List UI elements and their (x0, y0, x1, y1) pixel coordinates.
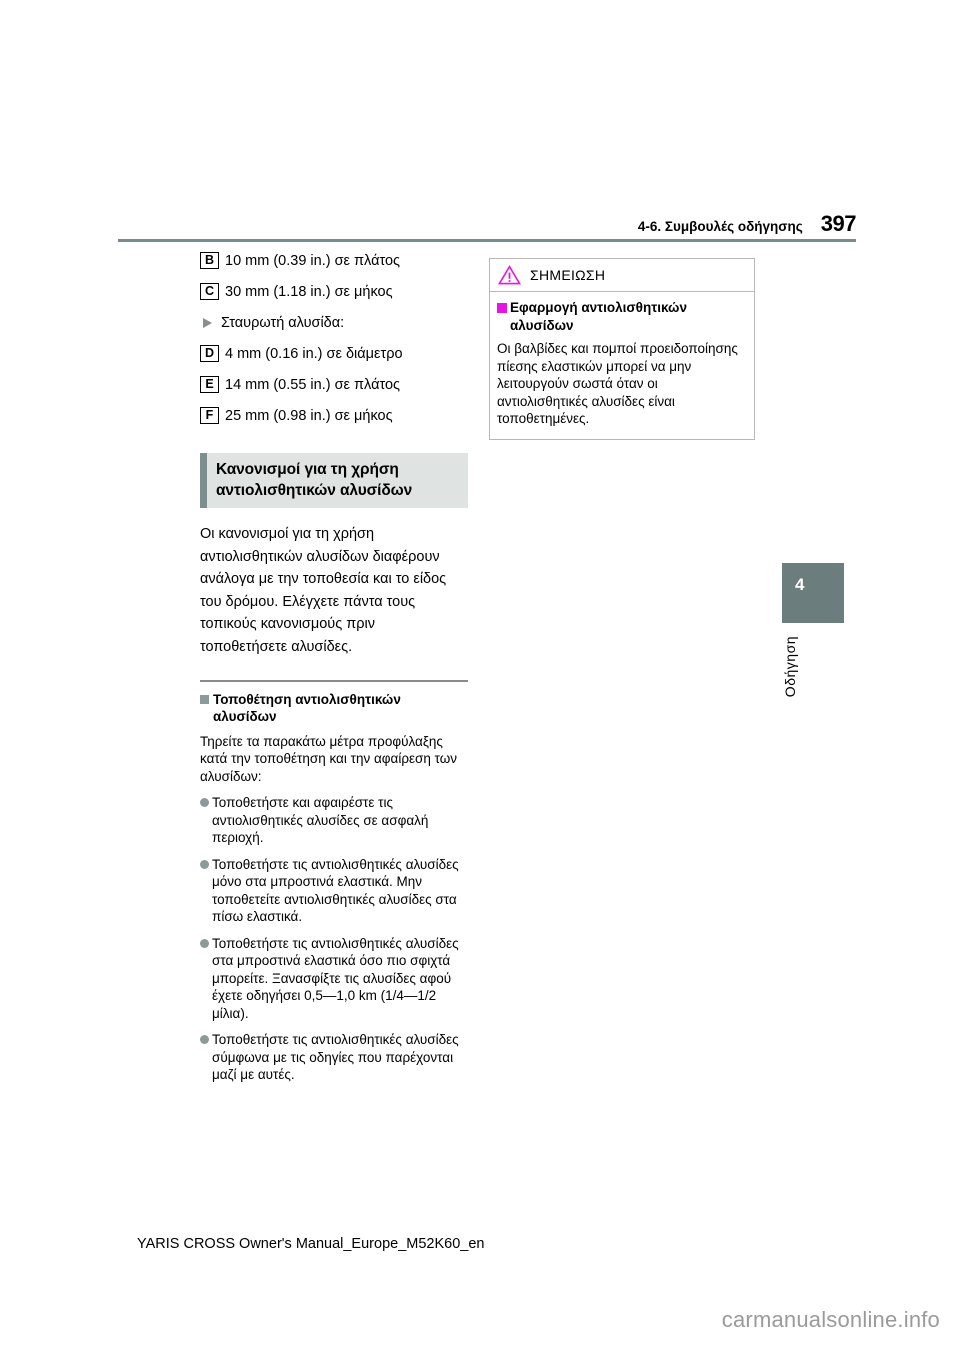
notice-body (490, 292, 754, 439)
list-item (200, 856, 468, 926)
spec-text-d: 4 mm (0.16 in.) σε διάμετρο (225, 346, 403, 362)
subsection-heading: Τοποθέτηση αντιολισθητικών αλυσίδων (213, 691, 401, 724)
spec-badge-c: C (200, 283, 219, 300)
spec-line-f (200, 407, 468, 425)
chapter-tab-number (782, 563, 844, 623)
spec-badge-b: B (200, 252, 219, 269)
square-bullet-icon (497, 303, 507, 313)
dot-bullet-icon (200, 798, 209, 807)
warning-triangle-icon (498, 265, 521, 285)
list-item (200, 1031, 468, 1084)
chapter-number: 4 (795, 575, 805, 594)
subsection-paragraph: Τηρείτε τα παρακάτω μέτρα προφύλαξης κατά την τοποθέτηση και την αφαίρεση των αλυσίδων: (200, 733, 458, 784)
cross-chain-label-row (203, 314, 468, 332)
subsection-divider (200, 680, 468, 682)
dot-bullet-icon (200, 939, 209, 948)
dot-bullet-icon (200, 1035, 209, 1044)
notice-paragraph: Οι βαλβίδες και πομποί προειδοποίησης πίεσης ελαστικών μπορεί να μην λειτουργούν σωστά όταν οι αντιολισθητικές αλυσίδες είναι τοποθετημένες. (497, 341, 738, 426)
subsection-installing-chains (200, 680, 468, 1084)
spec-text-c: 30 mm (1.18 in.) σε μήκος (225, 284, 393, 300)
header-text-line (638, 211, 856, 237)
list-item-text: Τοποθετήστε τις αντιολισθητικές αλυσίδες σύμφωνα με τις οδηγίες που παρέχονται μαζί με αυτές. (212, 1032, 459, 1082)
list-item-text: Τοποθετήστε τις αντιολισθητικές αλυσίδες στα μπροστινά ελαστικά όσο πιο σφιχτά μπορείτε. Ξανασφίξτε τις αλυσίδες αφού έχετε οδηγήσει 0,5—1,0 km (1/4—1/2 μίλια). (212, 935, 459, 1021)
list-item (200, 794, 468, 847)
list-item-text: Τοποθετήστε και αφαιρέστε τις αντιολισθητικές αλυσίδες σε ασφαλή περιοχή. (212, 795, 429, 845)
right-column (489, 258, 755, 440)
intro-paragraph: Οι κανονισμοί για τη χρήση αντιολισθητικών αλυσίδων διαφέρουν ανάλογα με την τοποθεσία και το είδος του δρόμου. Ελέγχετε πάντα τους τοπικούς κανονισμούς πριν τοποθετήσετε αλυσίδες. (200, 526, 447, 655)
cross-chain-label: Σταυρωτή αλυσίδα: (221, 315, 345, 331)
spec-badge-f: F (200, 407, 219, 424)
notice-box (489, 258, 755, 440)
page-number: 397 (820, 211, 856, 236)
subsection-heading-row (200, 691, 468, 726)
square-bullet-icon (200, 695, 209, 704)
dot-bullet-icon (200, 860, 209, 869)
section-heading-block (200, 453, 468, 508)
header-section-title: 4-6. Συμβουλές οδήγησης (637, 219, 803, 234)
spec-badge-e: E (200, 376, 219, 393)
spec-line-b (200, 252, 468, 270)
triangle-right-icon (203, 318, 212, 328)
list-item (200, 935, 468, 1023)
footer-text: YARIS CROSS Owner's Manual_Europe_M52K60_en (137, 1236, 485, 1252)
spec-text-b: 10 mm (0.39 in.) σε πλάτος (225, 253, 401, 269)
notice-subheading: Εφαρμογή αντιολισθητικών αλυσίδων (510, 300, 687, 333)
notice-header (490, 259, 754, 292)
spec-line-c (200, 283, 468, 301)
notice-subheading-row (497, 299, 746, 334)
notice-title: ΣΗΜΕΙΩΣΗ (530, 267, 606, 283)
watermark: carmanualsonline.info (721, 1307, 940, 1332)
left-column (200, 252, 468, 1093)
spec-text-e: 14 mm (0.55 in.) σε πλάτος (225, 377, 401, 393)
header-rule (118, 239, 856, 242)
spec-text-f: 25 mm (0.98 in.) σε μήκος (225, 408, 393, 424)
spec-line-e (200, 376, 468, 394)
section-heading-title: Κανονισμοί για τη χρήση αντιολισθητικών αλυσίδων (216, 461, 413, 499)
list-item-text: Τοποθετήστε τις αντιολισθητικές αλυσίδες μόνο στα μπροστινά ελαστικά. Μην τοποθετείτε αντιολισθητικές αλυσίδες στα πίσω ελαστικά. (212, 856, 459, 924)
spec-badge-d: D (200, 345, 219, 362)
section-heading-accent-bar (200, 453, 207, 508)
spec-line-d (200, 345, 468, 363)
page-header (118, 206, 856, 242)
chapter-tab-label: Οδήγηση (782, 636, 798, 698)
